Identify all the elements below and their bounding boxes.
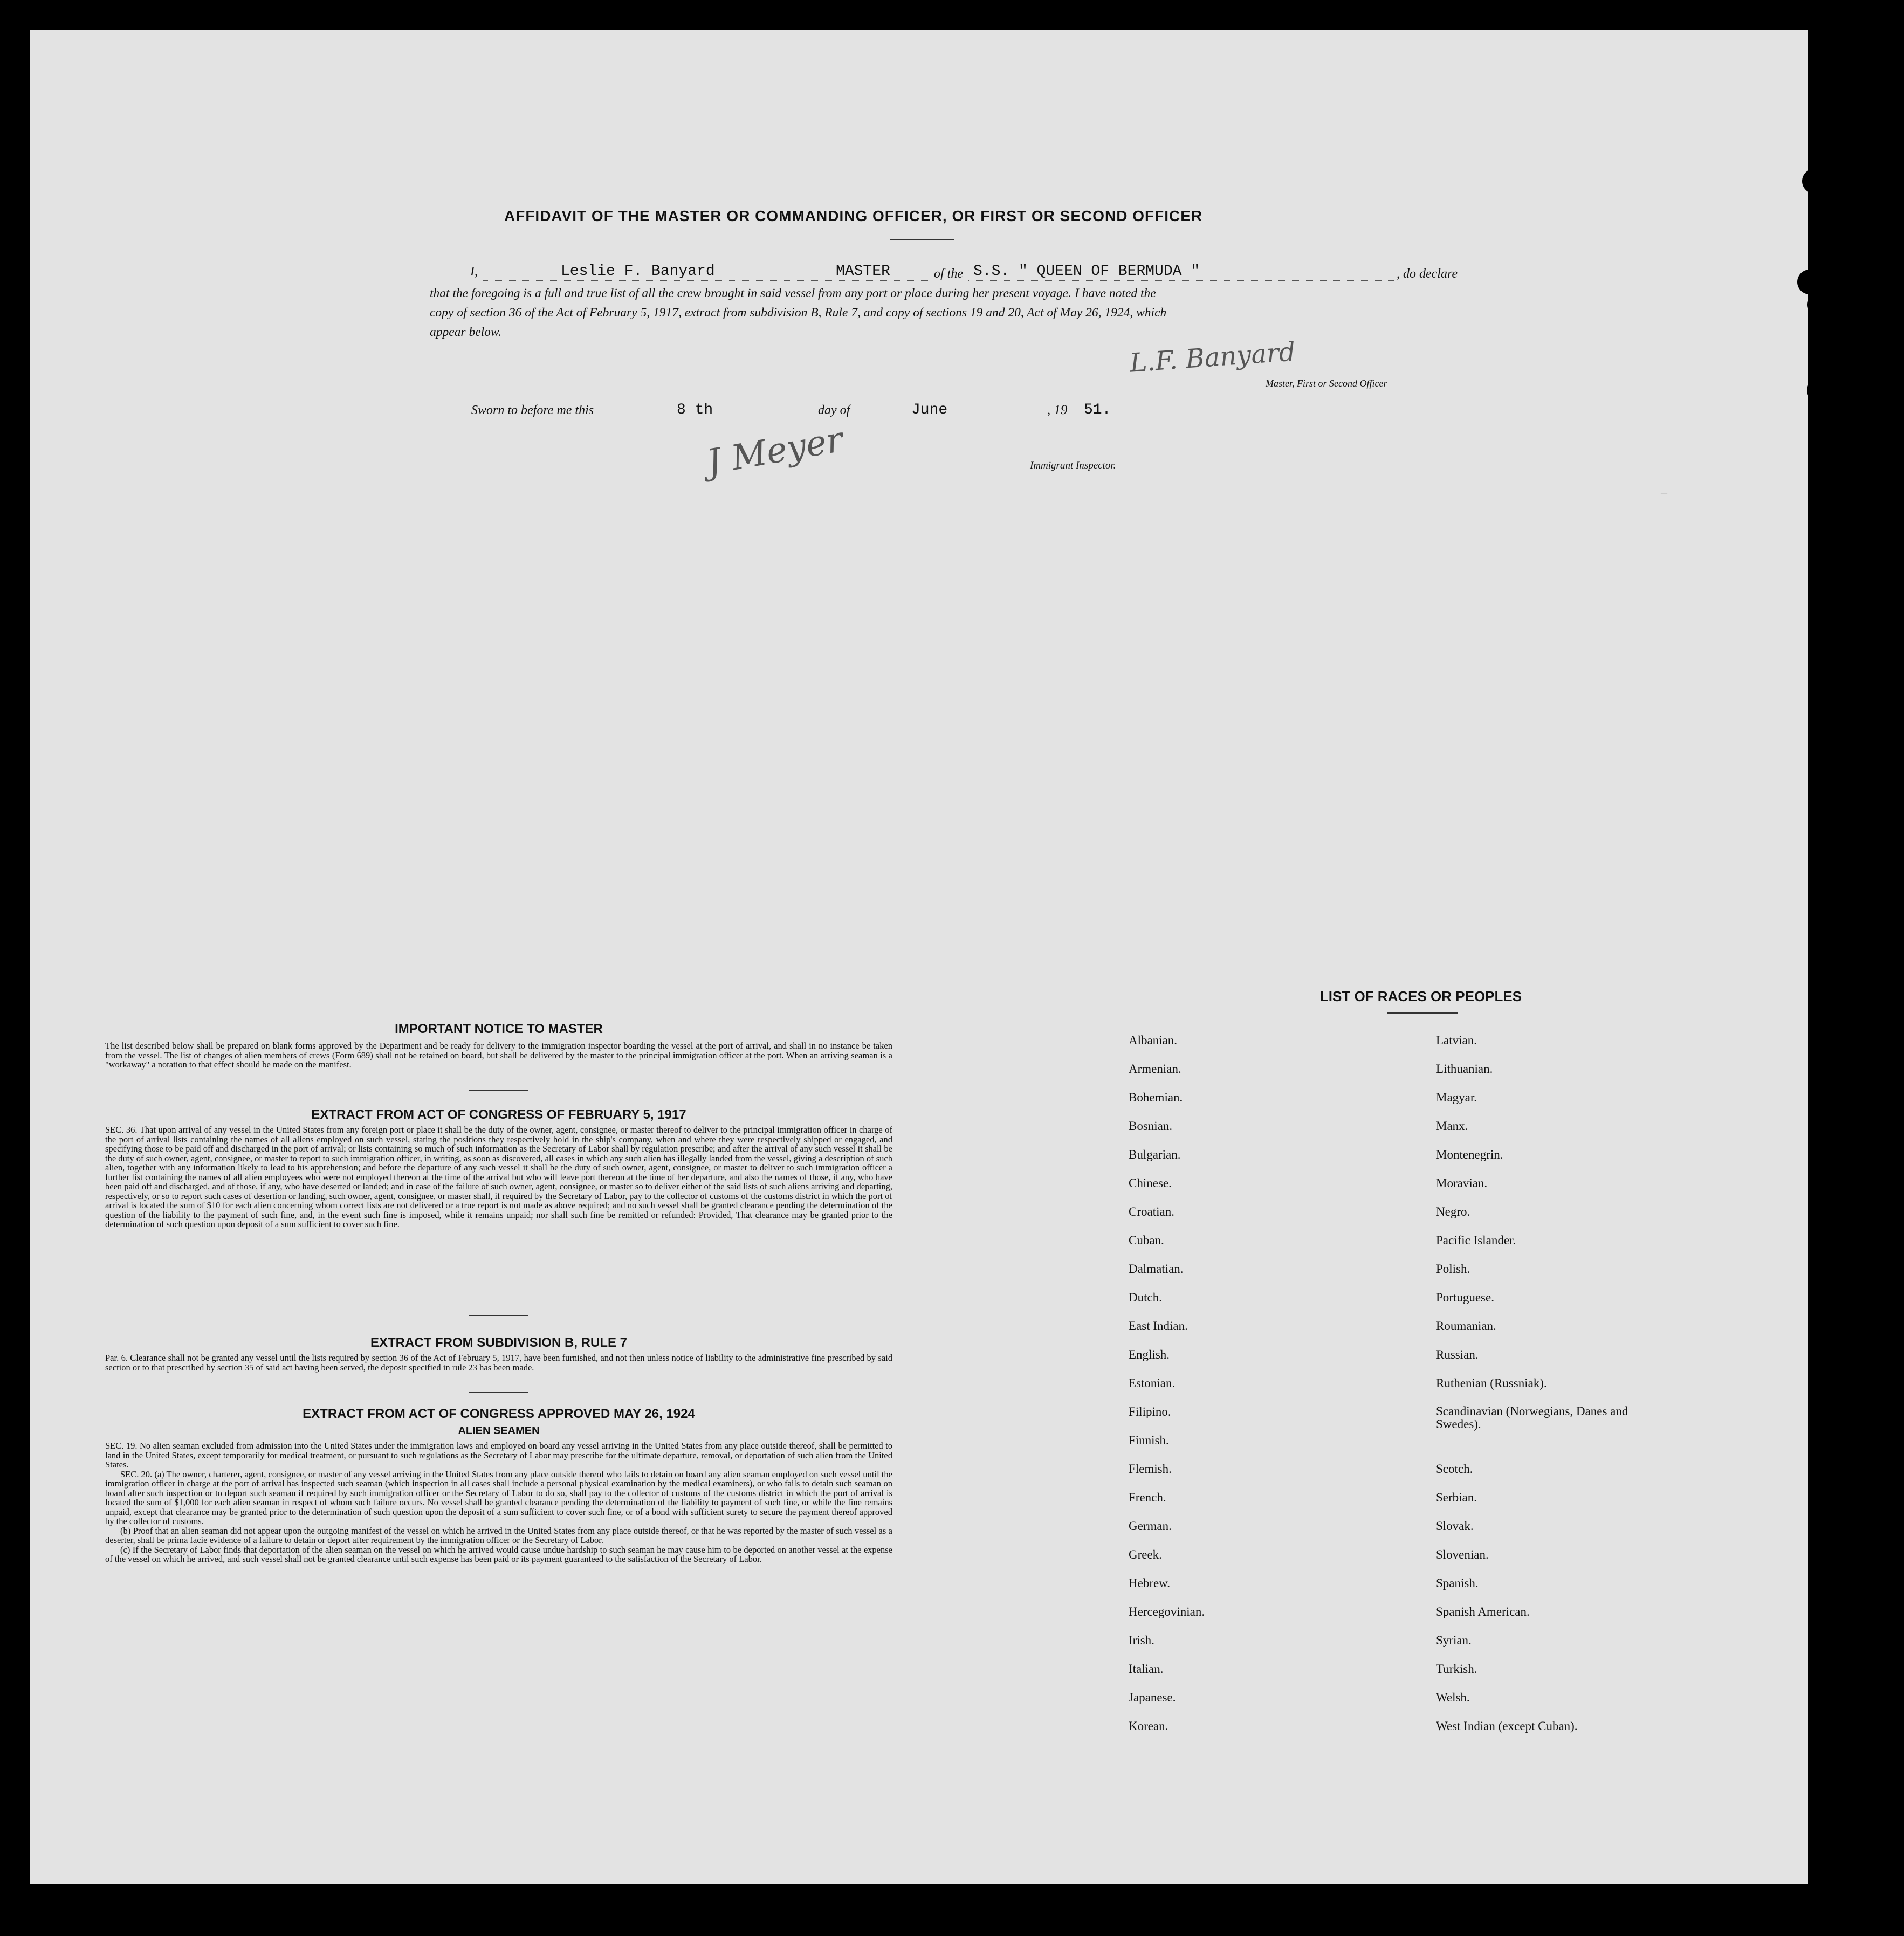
race-item: Finnish. <box>1129 1434 1169 1447</box>
do-declare-label: , do declare <box>1397 267 1458 281</box>
race-item: Dalmatian. <box>1129 1262 1184 1276</box>
race-item: Ruthenian (Russniak). <box>1436 1376 1547 1390</box>
signer-title: Master, First or Second Officer <box>1266 378 1387 389</box>
master-name: Leslie F. Banyard <box>561 263 715 280</box>
sec20c-text: (c) If the Secretary of Labor finds that deportation of the alien seaman on the vessel on which he arrived would cause undue hardship to such seaman he may cause him to be deported on another vessel at the expense of the vessel on which he arrived, and such vessel shall not be granted clearance until such expense has been paid or its payment guaranteed to the satisfaction of the Secretary of Labor. <box>105 1544 892 1564</box>
race-item: Cuban. <box>1129 1234 1164 1247</box>
master-signature: L.F. Banyard <box>1129 336 1297 378</box>
sec20b-text: (b) Proof that an alien seaman did not appear upon the outgoing manifest of the vessel on which he arrived in the United States from any place outside thereof, or that he was reported by the master of such vessel as a deserter, shall be prima facie evidence of a failure to detain or deport after requirement by the immigration officer or the Secretary of Labor. <box>105 1525 892 1545</box>
race-item: West Indian (except Cuban). <box>1436 1719 1578 1733</box>
of-the-label: of the <box>934 267 963 281</box>
race-item: Russian. <box>1436 1348 1479 1361</box>
race-item: Spanish American. <box>1436 1605 1530 1618</box>
year-prefix: , 19 <box>1047 403 1068 417</box>
extract-1917-divider <box>469 1315 528 1316</box>
bleed-through-mark: — <box>1661 488 1668 500</box>
binder-hole-4 <box>1807 378 1832 403</box>
binder-hole-10 <box>1813 1599 1838 1623</box>
race-item: Irish. <box>1129 1634 1154 1647</box>
extract-1924-body <box>105 1441 892 1564</box>
rule7-divider <box>469 1392 528 1393</box>
notice-text: The list described below shall be prepared on blank forms approved by the Department and be ready for delivery to the immigration inspector boarding the vessel at the port of arrival, and shall in no instance be taken from the vessel. The list of changes of alien members of crews (Form 689) shall not be retained on board, but shall be delivered by the master to the principal immigration officer at the port. When an arriving seaman is a "workaway" a notation to that effect should be made on the manifest. <box>105 1041 892 1070</box>
sec20a-text: SEC. 20. (a) The owner, charterer, agent, consignee, or master of any vessel arriving in the United States from any place outside thereof who fails to detain on board any alien seaman employed on such vessel until the immigration officer in charge at the port of arrival has inspected such seaman (which inspection in all cases shall include a personal physical examination by the medical examiners), or who fails to detain such seaman on board after such inspection or to deport such seaman if required by such immigration officer or the Secretary of Labor to do so, shall pay to the collector of customs of the customs district in which the port of arrival is located the sum of $1,000 for each alien seaman in respect of whom such failure occurs. No vessel shall be granted clearance pending the determination of the liability to payment of such fine, or while the fine remains unpaid, except that clearance may be granted prior to the determination of such question upon the deposit of a sum sufficient to cover such fine, or of a bond with sufficient surety to secure the payment thereof approved by the collector of customs. <box>105 1469 892 1526</box>
race-item: Roumanian. <box>1436 1319 1496 1333</box>
race-item: Syrian. <box>1436 1634 1472 1647</box>
sworn-year: 51. <box>1084 402 1111 418</box>
race-item: Lithuanian. <box>1436 1062 1493 1076</box>
officer-rank: MASTER <box>836 263 890 280</box>
sworn-day: 8 th <box>677 402 713 418</box>
race-item: Serbian. <box>1436 1491 1477 1504</box>
race-item: Hebrew. <box>1129 1576 1171 1590</box>
binder-hole-1 <box>1802 169 1827 194</box>
races-title: LIST OF RACES OR PEOPLES <box>1319 988 1522 1004</box>
race-item: Magyar. <box>1436 1091 1477 1104</box>
name-line <box>483 280 930 281</box>
race-item: French. <box>1129 1491 1166 1504</box>
race-item: Welsh. <box>1436 1691 1470 1704</box>
race-item: German. <box>1129 1519 1172 1533</box>
race-item: Filipino. <box>1129 1405 1171 1418</box>
race-item: Dutch. <box>1129 1291 1162 1304</box>
vessel-line <box>968 280 1394 281</box>
extract-1917-title: EXTRACT FROM ACT OF CONGRESS OF FEBRUARY 5, 1917 <box>311 1107 686 1122</box>
document-page <box>30 30 1808 1884</box>
binder-hole-7 <box>1810 1186 1835 1210</box>
race-item: Chinese. <box>1129 1176 1172 1190</box>
race-item: Italian. <box>1129 1662 1164 1676</box>
title-divider <box>890 239 954 240</box>
sworn-prefix: Sworn to before me this <box>471 403 594 417</box>
race-item: Slovak. <box>1436 1519 1474 1533</box>
sworn-month: June <box>911 402 948 418</box>
race-item: Pacific Islander. <box>1436 1234 1516 1247</box>
day-of-label: day of <box>818 403 850 417</box>
race-item: Estonian. <box>1129 1376 1176 1390</box>
extract-1924-subtitle: ALIEN SEAMEN <box>458 1425 540 1437</box>
affidavit-title: AFFIDAVIT OF THE MASTER OR COMMANDING OFFICER, OR FIRST OR SECOND OFFICER <box>504 208 1203 224</box>
race-item: Armenian. <box>1129 1062 1181 1076</box>
extract-1917-text: SEC. 36. That upon arrival of any vessel in the United States from any foreign port or place it shall be the duty of the owner, agent, consignee, or master thereof to deliver to the principal immigration officer in charge of the port of arrival lists containing the names of all aliens employed on such vessel, stating the positions they respectively hold in the ship's company, when and where they were respectively shipped or engaged, and specifying those to be paid off and discharged in the port of arrival; or lists containing so much of such information as the Secretary of Labor shall by regulation prescribe; and after the arrival of any such vessel it shall be the duty of such owner, agent, consignee, or master to report to such immigration officer, in writing, as soon as discovered, all cases in which any such alien has illegally landed from the vessel, giving a description of such alien, together with any information likely to lead to his apprehension; and before the departure of any such vessel it shall be the duty of such owner, agent, consignee, or master to deliver to such immigration officer a further list containing the names of all alien employees who were not employed thereon at the time of the arrival but who will leave port thereon at the time of her departure, and also the names of those, if any, who have been paid off and discharged, and of those, if any, who have deserted or landed; and in case of the failure of such owner, agent, consignee, or master so to deliver either of the said lists of such aliens arriving and departing, respectively, or so to report such cases of desertion or landing, such owner, agent, consignee, or master shall, if required by the Secretary of Labor, pay to the collector of customs of the customs district in which the port of arrival is located the sum of $10 for each alien concerning whom correct lists are not delivered or a true report is not made as above required; and no such vessel shall be granted clearance pending the determination of the question of the liability to the payment of such fine, and, in the event such fine is imposed, while it remains unpaid; nor shall such fine be remitted or refunded: Provided, That clearance may be granted prior to the determination of such question upon deposit of a sum sufficient to cover such fine. <box>105 1125 892 1229</box>
affidavit-body-line3: appear below. <box>430 325 501 339</box>
race-item: Hercegovinian. <box>1129 1605 1205 1618</box>
binder-hole-8 <box>1812 1270 1837 1294</box>
race-item: Negro. <box>1436 1205 1470 1218</box>
rule7-text: Par. 6. Clearance shall not be granted any vessel until the lists required by section 36 of the Act of February 5, 1917, have been furnished, and not then unless notice of liability to the administrative fine prescribed by said section or to that prescribed by section 35 of said act having been served, the deposit specified in rule 23 has been made. <box>105 1353 892 1373</box>
race-item: Scandinavian (Norwegians, Danes and Swedes). <box>1436 1404 1628 1431</box>
races-divider <box>1387 1012 1458 1014</box>
binder-hole-9 <box>1812 1514 1837 1539</box>
race-item: Slovenian. <box>1436 1548 1489 1561</box>
race-item: Scotch. <box>1436 1462 1473 1476</box>
affidavit-body-line2: copy of section 36 of the Act of February 5, 1917, extract from subdivision B, Rule 7, and copy of sections 19 and 20, Act of May 26, 1924, which <box>430 306 1167 320</box>
race-item: Bosnian. <box>1129 1119 1173 1133</box>
affidavit-body-line1: that the foregoing is a full and true list of all the crew brought in said vessel from any port or place during her present voyage. I have noted the <box>430 286 1156 300</box>
binder-hole-5 <box>1809 628 1834 652</box>
race-item: Flemish. <box>1129 1462 1172 1476</box>
sec19-text: SEC. 19. No alien seaman excluded from admission into the United States under the immigration laws and employed on board any vessel arriving in the United States from any place outside thereof, shall be permitted to land in the United States, except temporarily for medical treatment, or pursuant to such regulations as the Secretary of Labor may prescribe for the ultimate departure, removal, or deportation of such alien from the United States. <box>105 1441 892 1470</box>
rule7-title: EXTRACT FROM SUBDIVISION B, RULE 7 <box>370 1335 628 1350</box>
binder-hole-3 <box>1807 292 1832 317</box>
notice-divider <box>469 1090 528 1091</box>
notice-title: IMPORTANT NOTICE TO MASTER <box>395 1022 603 1036</box>
inspector-signature: J Meyer <box>704 419 846 483</box>
race-item: Turkish. <box>1436 1662 1477 1676</box>
race-item: Greek. <box>1129 1548 1162 1561</box>
affidavit-pronoun: I, <box>470 265 478 279</box>
race-item: Bulgarian. <box>1129 1148 1181 1161</box>
race-item: Portuguese. <box>1436 1291 1494 1304</box>
race-item: Latvian. <box>1436 1034 1477 1047</box>
vessel-name: S.S. " QUEEN OF BERMUDA " <box>973 263 1200 280</box>
race-item: Polish. <box>1436 1262 1470 1276</box>
race-item: English. <box>1129 1348 1170 1361</box>
binder-hole-6 <box>1810 714 1835 739</box>
extract-1924-title: EXTRACT FROM ACT OF CONGRESS APPROVED MAY 26, 1924 <box>303 1407 695 1421</box>
race-item: Croatian. <box>1129 1205 1174 1218</box>
race-item: Spanish. <box>1436 1576 1479 1590</box>
race-item: Montenegrin. <box>1436 1148 1503 1161</box>
race-item: Moravian. <box>1436 1176 1488 1190</box>
race-item: Albanian. <box>1129 1034 1178 1047</box>
race-item: Korean. <box>1129 1719 1168 1733</box>
race-item: Bohemian. <box>1129 1091 1183 1104</box>
binder-hole-2 <box>1797 270 1822 294</box>
race-item: Japanese. <box>1129 1691 1176 1704</box>
race-item: Manx. <box>1436 1119 1468 1133</box>
inspector-title: Immigrant Inspector. <box>1030 460 1116 471</box>
race-item: East Indian. <box>1129 1319 1188 1333</box>
